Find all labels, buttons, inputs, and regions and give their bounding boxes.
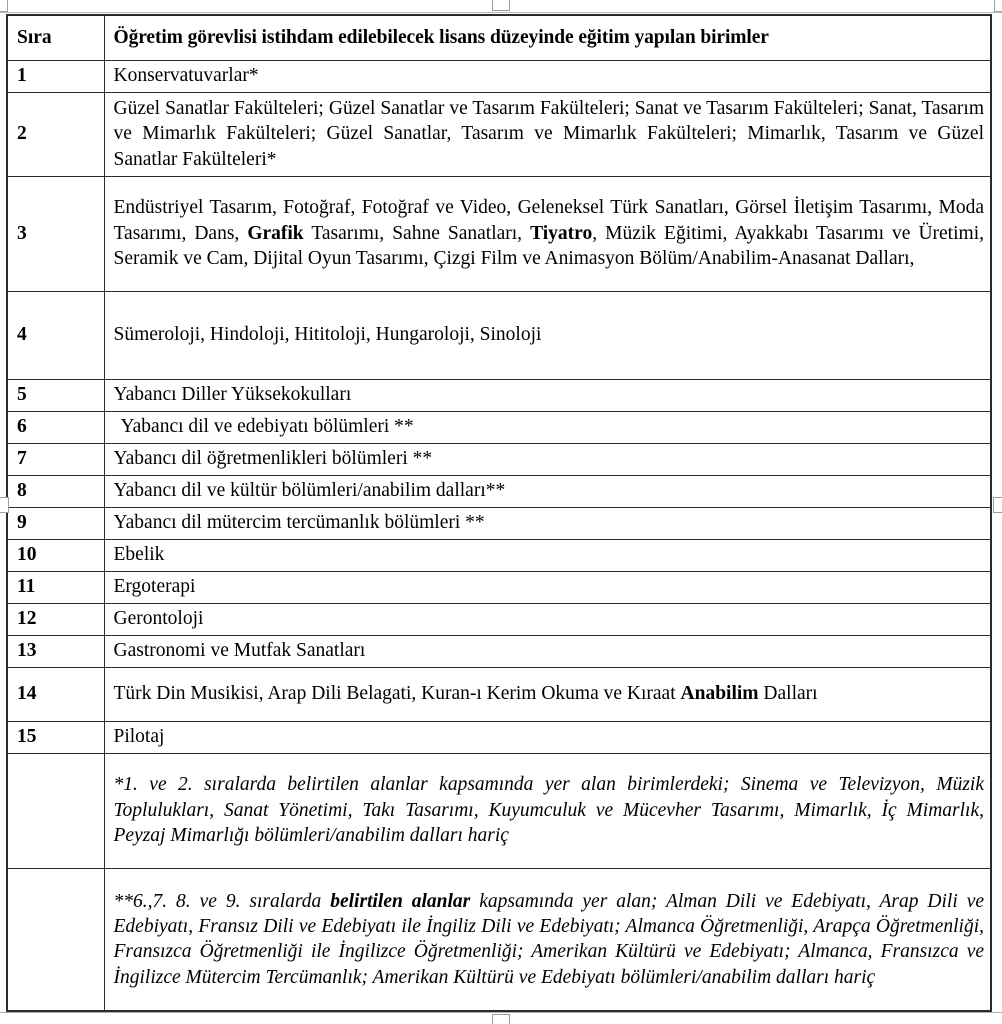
page-bottom-center-margin-handle[interactable]	[492, 1014, 510, 1024]
row-content	[104, 176, 991, 291]
table-header-row	[7, 15, 991, 60]
table-row	[7, 603, 991, 635]
row-content: Gerontoloji	[104, 603, 991, 635]
row-number: 10	[7, 539, 104, 571]
row-content: Sümeroloji, Hindoloji, Hititoloji, Hungaroloji, Sinoloji	[104, 291, 991, 379]
table-row	[7, 507, 991, 539]
row-number: 3	[7, 176, 104, 291]
row-number: 11	[7, 571, 104, 603]
row-content-text: Yabancı dil ve edebiyatı bölümleri **	[120, 416, 414, 438]
footnote-double-star	[104, 868, 991, 1011]
row-number: 8	[7, 475, 104, 507]
page-top-right-corner-marker	[994, 0, 1002, 12]
footnote-part: **6.,7. 8. ve 9. sıralarda	[113, 890, 331, 912]
row-content	[104, 667, 991, 721]
table-row	[7, 667, 991, 721]
row-number: 13	[7, 635, 104, 667]
page-bottom-strip	[0, 1012, 1002, 1024]
row-content-part: Tasarımı, Sahne Sanatları,	[303, 222, 531, 244]
row-content-bold: Grafik	[247, 222, 304, 244]
page-top-center-margin-handle[interactable]	[492, 0, 510, 11]
table-row	[7, 571, 991, 603]
row-number: 2	[7, 92, 104, 176]
footnote-bold: belirtilen alanlar	[330, 890, 471, 912]
footnote-number-blank	[7, 753, 104, 868]
row-content	[104, 411, 991, 443]
footnote-number-blank	[7, 868, 104, 1011]
row-number: 4	[7, 291, 104, 379]
row-number: 6	[7, 411, 104, 443]
table-row	[7, 92, 991, 176]
column-header-sira: Sıra	[7, 15, 104, 60]
row-content: Konservatuvarlar*	[104, 60, 991, 92]
row-content: Güzel Sanatlar Fakülteleri; Güzel Sanatlar ve Tasarım Fakülteleri; Sanat ve Tasarım Fakülteleri; Sanat, Tasarım ve Mimarlık Fakülteleri; Güzel Sanatlar, Tasarım ve Mimarlık Fakülteleri; Mimarlık, Tasarım ve Güzel Sanatlar Fakülteleri*	[104, 92, 991, 176]
row-number: 12	[7, 603, 104, 635]
row-content: Pilotaj	[104, 721, 991, 753]
table-row	[7, 475, 991, 507]
page-top-ruler-strip	[0, 0, 1002, 13]
row-number: 9	[7, 507, 104, 539]
table-row	[7, 443, 991, 475]
right-margin-handle[interactable]	[993, 497, 1002, 513]
row-content: Ebelik	[104, 539, 991, 571]
footnote-part: kapsamında yer alan; Alman Dili ve Edebiyatı, Arap Dili ve Edebiyatı, Fransız Dili ve Edebiyatı ile İngiliz Dili ve Edebiyatı; Almanca Öğretmenliği, Arapça Öğretmenliği, Fransızca Öğretmenliği ile İngilizce Öğretmenliği; Amerikan Kültürü ve Edebiyatı; Almanca, Fransızca ve İngilizce Mütercim Tercümanlık; Amerikan Kültürü ve Edebiyatı bölümleri/anabilim dalları hariç	[113, 890, 984, 988]
row-content: Yabancı dil ve kültür bölümleri/anabilim dalları**	[104, 475, 991, 507]
row-number: 15	[7, 721, 104, 753]
footnote-single-star: *1. ve 2. sıralarda belirtilen alanlar kapsamında yer alan birimlerdeki; Sinema ve Televizyon, Müzik Toplulukları, Sanat Yönetimi, Takı Tasarımı, Kuyumculuk ve Mücevher Tasarımı, Mimarlık, İç Mimarlık, Peyzaj Mimarlığı bölümleri/anabilim dalları hariç	[104, 753, 991, 868]
table-row	[7, 539, 991, 571]
row-content-part: Türk Din Musikisi, Arap Dili Belagati, Kuran-ı Kerim Okuma ve Kıraat	[113, 683, 681, 705]
table-row	[7, 411, 991, 443]
row-content-part: , Müzik Eğitimi, Ayakkabı Tasarımı ve Üretimi, Seramik ve Cam, Dijital Oyun Tasarımı, Çizgi Film ve Animasyon Bölüm/Anabilim-Anasanat Dalları,	[113, 222, 984, 270]
row-content: Yabancı dil mütercim tercümanlık bölümleri **	[104, 507, 991, 539]
table-row	[7, 379, 991, 411]
row-content-part: Dalları	[758, 683, 818, 705]
row-content-part: Endüstriyel Tasarım, Fotoğraf, Fotoğraf ve Video, Geleneksel Türk Sanatları, Görsel İletişim Tasarımı, Moda Tasarımı, Dans,	[113, 197, 984, 244]
table-row	[7, 291, 991, 379]
row-content: Yabancı Diller Yüksekokulları	[104, 379, 991, 411]
table-footnote-row	[7, 868, 991, 1011]
page-top-left-corner-marker	[0, 0, 8, 12]
table-row	[7, 60, 991, 92]
row-content-bold: Tiyatro	[530, 222, 593, 244]
row-number: 1	[7, 60, 104, 92]
column-header-units: Öğretim görevlisi istihdam edilebilecek lisans düzeyinde eğitim yapılan birimler	[104, 15, 991, 60]
table-row	[7, 635, 991, 667]
row-number: 5	[7, 379, 104, 411]
row-number: 7	[7, 443, 104, 475]
row-content: Gastronomi ve Mutfak Sanatları	[104, 635, 991, 667]
row-content: Yabancı dil öğretmenlikleri bölümleri **	[104, 443, 991, 475]
row-content: Ergoterapi	[104, 571, 991, 603]
table-row	[7, 721, 991, 753]
employment-units-table	[6, 14, 992, 1012]
table-row	[7, 176, 991, 291]
row-number: 14	[7, 667, 104, 721]
row-content-bold: Anabilim	[680, 683, 759, 705]
left-margin-handle[interactable]	[0, 497, 9, 513]
table-footnote-row	[7, 753, 991, 868]
